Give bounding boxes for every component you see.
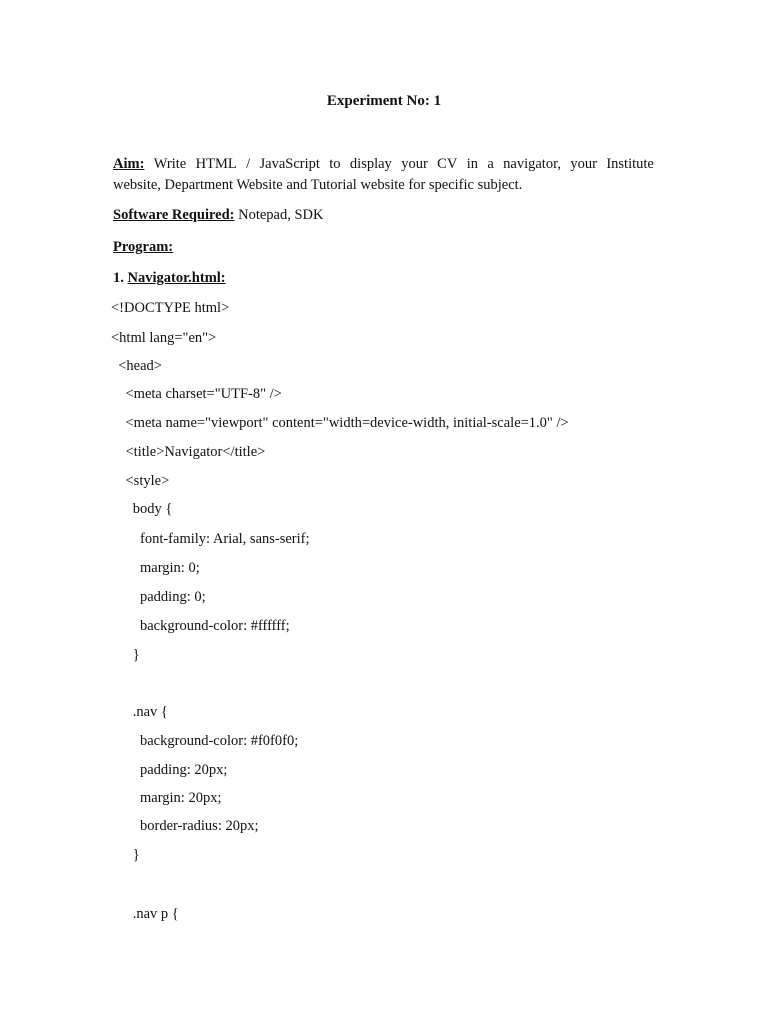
software-label: Software Required:	[113, 207, 235, 223]
software-required	[113, 206, 324, 224]
section-name: Navigator.html:	[127, 270, 226, 286]
aim-word: JavaScript	[259, 156, 320, 172]
aim-word: your	[401, 156, 428, 172]
code-line: <html lang="en">	[111, 330, 217, 346]
code-line: border-radius: 20px;	[111, 818, 259, 834]
section-number: 1.	[113, 270, 128, 286]
code-line: }	[111, 847, 140, 863]
aim-label: Aim:	[113, 156, 145, 172]
software-value: Notepad, SDK	[234, 207, 324, 223]
section-heading	[113, 269, 226, 287]
code-line: <head>	[111, 358, 162, 374]
code-line: background-color: #f0f0f0;	[111, 733, 299, 749]
aim-paragraph	[113, 154, 654, 196]
code-line: padding: 20px;	[111, 762, 228, 778]
code-line: background-color: #ffffff;	[111, 618, 290, 634]
aim-word: CV	[437, 156, 458, 172]
aim-word: /	[246, 156, 251, 172]
code-line: margin: 20px;	[111, 790, 222, 806]
aim-word: Institute	[606, 156, 654, 172]
program-heading	[113, 238, 173, 256]
code-line: font-family: Arial, sans-serif;	[111, 531, 310, 547]
code-line: margin: 0;	[111, 560, 200, 576]
code-line: }	[111, 647, 140, 663]
aim-word: a	[487, 156, 494, 172]
aim-line-1	[113, 154, 654, 175]
aim-word: HTML	[195, 156, 237, 172]
code-line: padding: 0;	[111, 589, 206, 605]
code-line: <title>Navigator</title>	[111, 444, 266, 460]
code-line: .nav {	[111, 704, 168, 720]
aim-word: in	[466, 156, 478, 172]
aim-word: to	[329, 156, 341, 172]
code-line: .nav p {	[111, 906, 179, 922]
aim-word: display	[349, 156, 392, 172]
code-line: body {	[111, 501, 173, 517]
experiment-title: Experiment No: 1	[326, 93, 442, 109]
code-line: <meta charset="UTF-8" />	[111, 386, 282, 402]
code-line: <meta name="viewport" content="width=device-width, initial-scale=1.0" />	[111, 415, 569, 431]
aim-word: Write	[153, 156, 187, 172]
code-line: <!DOCTYPE html>	[111, 300, 230, 316]
aim-word: your	[570, 156, 597, 172]
program-label: Program:	[113, 239, 174, 255]
code-line: <style>	[111, 473, 170, 489]
aim-word: navigator,	[503, 156, 561, 172]
aim-line-2: website, Department Website and Tutorial website for specific subject.	[113, 177, 523, 193]
